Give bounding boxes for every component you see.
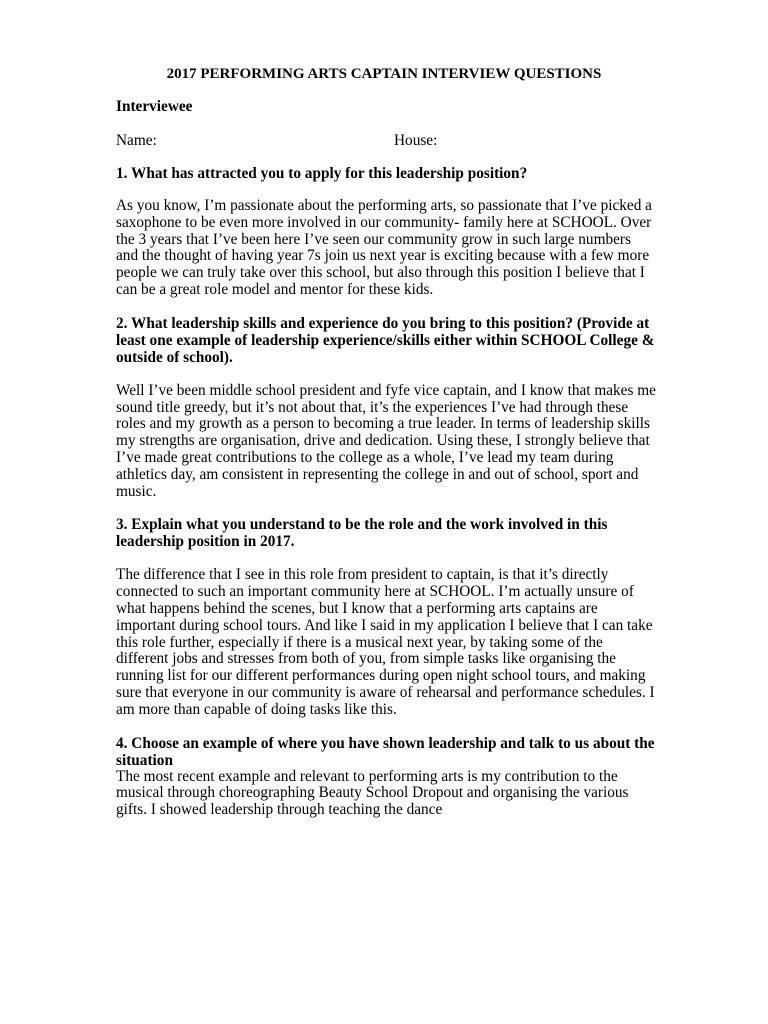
interviewee-heading: Interviewee [116, 98, 193, 115]
answer-2: Well I’ve been middle school president and fyfe vice captain, and I know that makes me sound title greedy, but it’s not about that, it’s the experiences I’ve had through these roles and my growth as a person to becoming a true leader. In terms of leadership skills my strengths are organisation, drive and dedication. Using these, I strongly believe that I’ve made great contributions to the college as a whole, I’ve lead my team during athletics day, am consistent in representing the college in and out of school, sport and music. [116, 381, 656, 500]
question-2: 2. What leadership skills and experience do you bring to this position? (Provide at least one example of leadership experience/skills either within SCHOOL College & outside of school). [116, 314, 655, 366]
question-1: 1. What has attracted you to apply for this leadership position? [116, 165, 528, 182]
name-label: Name: [116, 132, 157, 149]
document-page [116, 66, 656, 835]
question-3: 3. Explain what you understand to be the role and the work involved in this leadership position in 2017. [116, 516, 608, 551]
answer-4: The most recent example and relevant to performing arts is my contribution to the musical through choreographing Beauty School Dropout and organising the various gifts. I showed leadership through teaching the dance [116, 767, 629, 819]
document-title: 2017 PERFORMING ARTS CAPTAIN INTERVIEW QUESTIONS [166, 66, 602, 82]
question-4: 4. Choose an example of where you have shown leadership and talk to us about the situation [116, 734, 655, 769]
answer-1: As you know, I’m passionate about the performing arts, so passionate that I’ve picked a saxophone to be even more involved in our community- family here at SCHOOL. Over the 3 years that I’ve been here I’ve seen our community grow in such large numbers and the thought of having year 7s join us next year is exciting because with a few more people we can truly take over this school, but also through this position I believe that I can be a great role model and mentor for these kids. [116, 197, 652, 298]
answer-3: The difference that I see in this role from president to captain, is that it’s directly connected to such an important community here at SCHOOL. I’m actually unsure of what happens behind the scenes, but I know that a performing arts captains are important during school tours. And like I said in my application I believe that I can take this role further, especially if there is a musical next year, by taking some of the different jobs and stresses from both of you, from simple tasks like organising the running list for our different performances during open night school tours, and making sure that everyone in our community is aware of rehearsal and performance schedules. I am more than capable of doing tasks like this. [116, 566, 655, 718]
house-label: House: [394, 132, 438, 149]
name-house-row [116, 132, 656, 149]
